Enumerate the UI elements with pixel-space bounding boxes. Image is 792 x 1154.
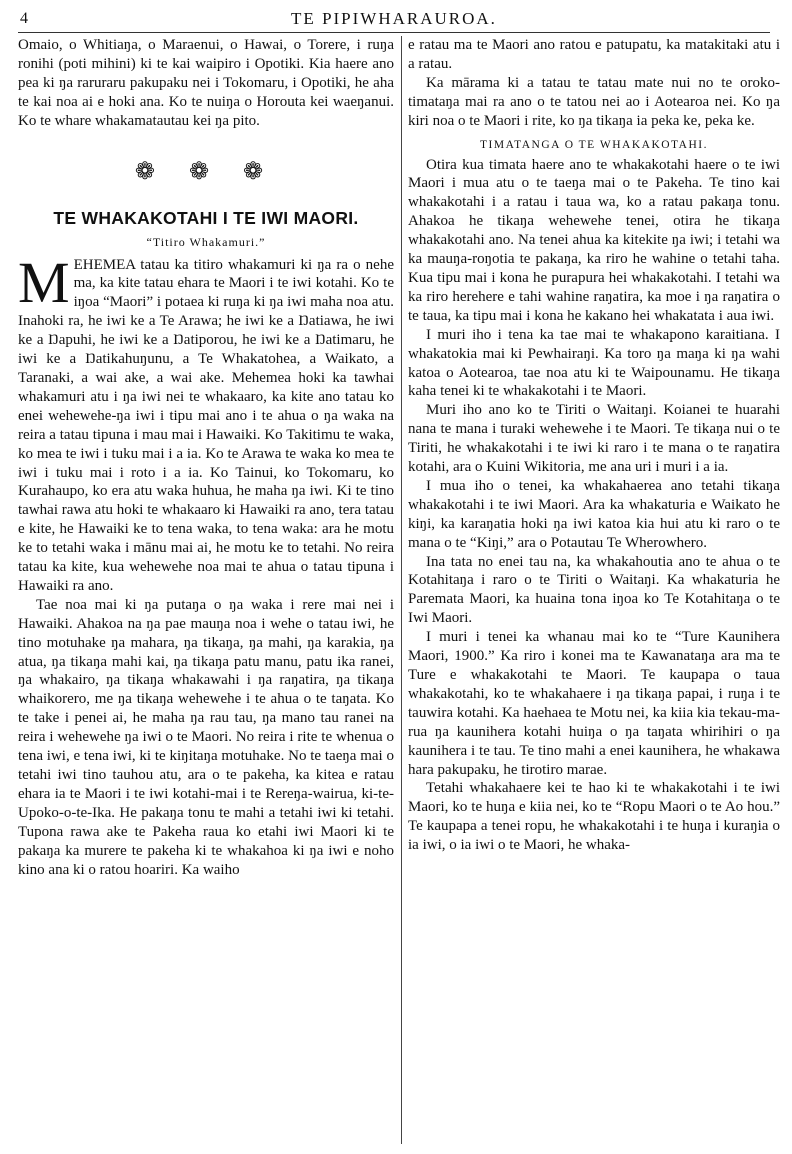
running-title: TE PIPIWHARAUROA.	[291, 9, 497, 28]
article-paragraph: Ina tata no enei tau na, ka whakahoutia ano te ahua o te Kotahitaŋa i raro o te Tiriti o Waitaŋi. Ka whakaturia he Paremata Maori, ka huaina tona iŋoa ko Te Kotahitaŋa o te Iwi Maori.	[408, 553, 780, 627]
page-header	[18, 6, 770, 33]
article-paragraph: Otira kua timata haere ano te whakakotahi haere o te iwi Maori i mua atu o te taeŋa mai o te Pakeha. Te tino kai whakakotahi i a ratau i taua wa, ko a ratau pakaŋa tonu. Ahakoa he tikaŋa wehewehe tenei, otira he tikaŋa whakakotahi ano. Na tenei ahua ka kitekite ŋa iwi; i tetahi wa ka mauŋa-roŋotia te pakaŋa, ka riro he wahine o tetahi taha. Kua tipu mai i kona he purapura hei whakakotahi. I tetahi wa ka riro herehere e tahi wahine raŋatira, ka moe i ŋa raŋatira o te taua, ka tipu mai i kona he kakano hei whakatata i aua iwi.	[408, 156, 780, 324]
page-number: 4	[20, 10, 28, 27]
column-divider	[401, 36, 402, 1144]
article-paragraph: I mua iho o tenei, ka whakahaerea ano tetahi tikaŋa whakakotahi i te iwi Maori. Ara ka whakaturia e Waikato he kiŋi, ka karaŋatia hoki ŋa iwi katoa kia hui atu ki raro o te mana o te “Kiŋi,” ara o Potautau Te Wherowhero.	[408, 477, 780, 551]
ornament-divider: ❁ ❁ ❁	[134, 158, 278, 185]
article-paragraph: Muri iho ano ko te Tiriti o Waitaŋi. Koianei te huarahi nana te mana i turaki wehewehe i te Maori. Te tikaŋa nui o te Tiriti, he whakakotahi i te iwi ki raro i te mana o te raŋatira kotahi, ara o Kuini Wikitoria, me ana uri i muri i a ia.	[408, 402, 780, 476]
article-paragraph: Tae noa mai ki ŋa putaŋa o ŋa waka i rere mai nei i Hawaiki. Ahakoa na ŋa pae mauŋa noa i wehe o tatau iwi, he tino motuhake ŋa mahara, ŋa tikaŋa, ŋa mahi, ŋa karakia, ŋa atua, ŋa tikaŋa mahi kai, ŋa tikaŋa patu manu, patu ika ranei, ŋa whakairo, ŋa tikaŋa whakawahi i ŋa raŋatira, ŋa tikaŋa whaikorero, me ŋa tikaŋa wehewehe i te ahua o te taŋata. Ko te take i penei ai, he maha ŋa rau tau, ŋa mano tau ranei na reira i wehewehe ŋa iwi o te Maori. No reira i rite te whenua o tena iwi, e tena iwi, ki te kiŋitaŋa motuhake. No te taeŋa mai o tetahi iwi tino tauhou atu, ara o te pakeha, ka kitea e ratau ehara ia te Maori i te iwi kotahi-mai i te Rereŋa-wairua, ki-te-Upoko-o-te-Ika. He pakaŋa tonu te mahi a tetahi iwi ki tetahi. Tupona rawa ake te Pakeha raua ko etahi iwi Maori ki te pakaŋa ka murere te pakeha ki te whakahoa ki ŋa iwi e noho kino ana ki o ratou hoariri. Ka waiho	[18, 596, 394, 878]
continued-paragraph: Omaio, o Whitiaŋa, o Maraenui, o Hawai, o Torere, i ruŋa ronihi (poti mihini) ki te kai waipiro i Opotiki. Kia haere ano pea ki ŋa raruraru pakupaku nei i Tokomaru, i Opotiki, he aha te kai noa ai e hoki ana. Ko te nuiŋa o Horouta kei waeŋanui. Ko te whare whakamatautau kei ŋa pito.	[18, 37, 394, 129]
article-paragraph: I muri i tenei ka whanau mai ko te “Ture Kaunihera Maori, 1900.” Ka riro i konei ma te Kawanataŋa ara ma te Ture e whakakotahi te Maori. Te kaupapa o taua whakakotahi, ko te whakahaere i ŋa tikaŋa papai, i ruŋa i te tauwira kotahi. Ka haehaea te Motu nei, ka kiia kia tekau-ma-rua ŋa kaunihera kotahi huiŋa o ŋa taŋata whirihiri o ŋa kaunihera i te tau. Te tino mahi a enei kaunihera, he whakawa hara pakupaku, he tirotiro marae.	[408, 629, 780, 778]
drop-cap: M	[18, 249, 70, 315]
paragraph-text: EHEMEA tatau ka titiro whakamuri ki ŋa ra o nehe ma, ka kite tatau ehara te Maori i te iwi kotahi. Ko te iŋoa “Maori” i potaea ki ruŋa ki ŋa iwi maha noa atu. Inahoki ra, he iwi ke a Te Arawa; he iwi ke a Ŋatiawa, he iwi ke a Ŋapuhi, he iwi ke a Ŋatiporou, he iwi ke a Ŋatimaru, he iwi ke a Ŋatikahuŋunu, a Te Whakatohea, a Waikato, a Taranaki, a wai ake, a wai ake. Mehemea hoki ka tawhai whakamuri atu i ŋa iwi nei te whakaaro, ka kite ano tatau ko enei wehewehe-ŋa iwi i tipu mai ano i te ahua o ŋa waka na reira a tatau tipuna i mau mai i Hawaiki. Ko Takitimu te waka, ko mea te iwi i tuku mai i a ia. Ko te Arawa te waka ko mea te iwi i tuku mai i roto i a ia. Ko Tainui, ko Tokomaru, ko Kurahaupo, ko era atu waka huhua, he maha ŋa iwi. Ki te tino tawhai rawa atu hoki te whakaaro ki Hawaiki ra ano, tera tatau e kite, he Hawaiki ke to tena waka, to tena waka: ara he motu ke to tetahi waka i mānu mai ai, he motu ke to tetahi. No reira tatau ka kite, kua wehewehe noa mai te ahua o tatau tipuna i Hawaiki ra ano.	[18, 256, 394, 594]
continued-paragraph: e ratau ma te Maori ano ratou e patupatu, ka matakitaki atu i a ratau.	[408, 37, 780, 72]
left-column	[18, 36, 394, 1154]
article-paragraph: Tetahi whakahaere kei te hao ki te whakakotahi i te iwi Maori, ko te huŋa e kiia nei, ko te “Ropu Maori o te Ao hou.” Te kaupapa a tenei ropu, he whakakotahi i te huŋa i kuraŋia o ia iwi, o ia iwi o te Maori, he whaka-	[408, 780, 780, 854]
article-title: TE WHAKAKOTAHI I TE IWI MAORI.	[53, 207, 359, 228]
right-column	[408, 36, 780, 1154]
section-heading: TIMATANGA O TE WHAKAKOTAHI.	[480, 138, 708, 151]
article-paragraph	[18, 249, 394, 596]
article-paragraph: I muri iho i tena ka tae mai te whakapono karaitiana. I whakatokia mai ki Pewhairaŋi. Ka toro ŋa maŋa ki ŋa wahi katoa o Aotearoa, tae noa atu ki te Waipounamu. He tikaŋa kaha tenei ki te whakakotahi i te Maori.	[408, 326, 780, 400]
two-column-body	[18, 36, 780, 1154]
article-subtitle: “Titiro Whakamuri.”	[146, 234, 266, 249]
article-paragraph: Ka mārama ki a tatau te tatau mate nui no te oroko-timataŋa mai ra ano o te tatou nei ao i Aotearoa nei. Ko ŋa kiri noa o te Maori i rite, ko ŋa tikaŋa ia peka ke, peka ke.	[408, 74, 780, 129]
